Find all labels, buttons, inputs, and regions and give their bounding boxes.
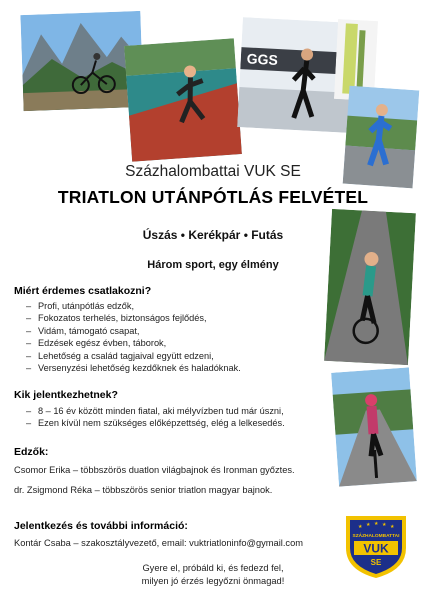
why-list bbox=[26, 300, 241, 374]
contact-heading: Jelentkezés és további információ: bbox=[14, 520, 188, 532]
list-item: – Lehetőség a család tagjaival együtt edzeni, bbox=[26, 350, 241, 362]
rear-cyclist-photo bbox=[331, 367, 417, 486]
svg-text:★: ★ bbox=[382, 522, 387, 528]
track-runner-photo bbox=[124, 38, 242, 161]
logo-sub-text: SE bbox=[370, 558, 382, 567]
organization-name: Százhalombattai VUK SE bbox=[125, 163, 301, 180]
list-item: – Versenyzési lehetőség kezdőknek és haladóknak. bbox=[26, 362, 241, 374]
sports-line: Úszás • Kerékpár • Futás bbox=[142, 228, 284, 242]
page-title: TRIATLON UTÁNPÓTLÁS FELVÉTEL bbox=[57, 187, 369, 207]
who-list bbox=[26, 405, 285, 430]
coach-line: dr. Zsigmond Réka – többszörös senior triatlon magyar bajnok. bbox=[14, 485, 273, 495]
svg-text:GGS: GGS bbox=[246, 50, 279, 69]
coaches-heading: Edzők: bbox=[14, 446, 49, 458]
list-item: – Edzések egész évben, táborok, bbox=[26, 337, 241, 349]
why-heading: Miért érdemes csatlakozni? bbox=[14, 285, 152, 297]
contact-line: Kontár Csaba – szakosztályvezető, email: vuktriatloninfo@gymail.com bbox=[14, 538, 303, 548]
list-item: – Profi, utánpótlás edzők, bbox=[26, 300, 241, 312]
list-item: – Vidám, támogató csapat, bbox=[26, 325, 241, 337]
club-logo bbox=[342, 512, 410, 580]
coach-line: Csomor Erika – többszörös duatlon világbajnok és Ironman győztes. bbox=[14, 465, 295, 475]
svg-text:★: ★ bbox=[366, 522, 371, 528]
svg-text:★: ★ bbox=[390, 524, 395, 530]
svg-text:★: ★ bbox=[374, 521, 379, 527]
who-heading: Kik jelentkezhetnek? bbox=[14, 389, 118, 401]
list-item: – 8 – 16 év között minden fiatal, aki mélyvízben tud már úszni, bbox=[26, 405, 285, 417]
logo-main-text: VUK bbox=[363, 541, 389, 556]
logo-top-text: SZÁZHALOMBATTAI bbox=[352, 534, 400, 539]
list-item: – Ezen kívül nem szükséges előképzettség, elég a lelkesedés. bbox=[26, 417, 285, 429]
closing-line: milyen jó érzés legyőzni önmagad! bbox=[141, 576, 285, 586]
list-item: – Fokozatos terhelés, biztonságos fejlődés, bbox=[26, 312, 241, 324]
tagline: Három sport, egy élmény bbox=[147, 259, 279, 271]
closing-line: Gyere el, próbáld ki, és fedezd fel, bbox=[142, 563, 284, 573]
svg-text:★: ★ bbox=[358, 524, 363, 530]
